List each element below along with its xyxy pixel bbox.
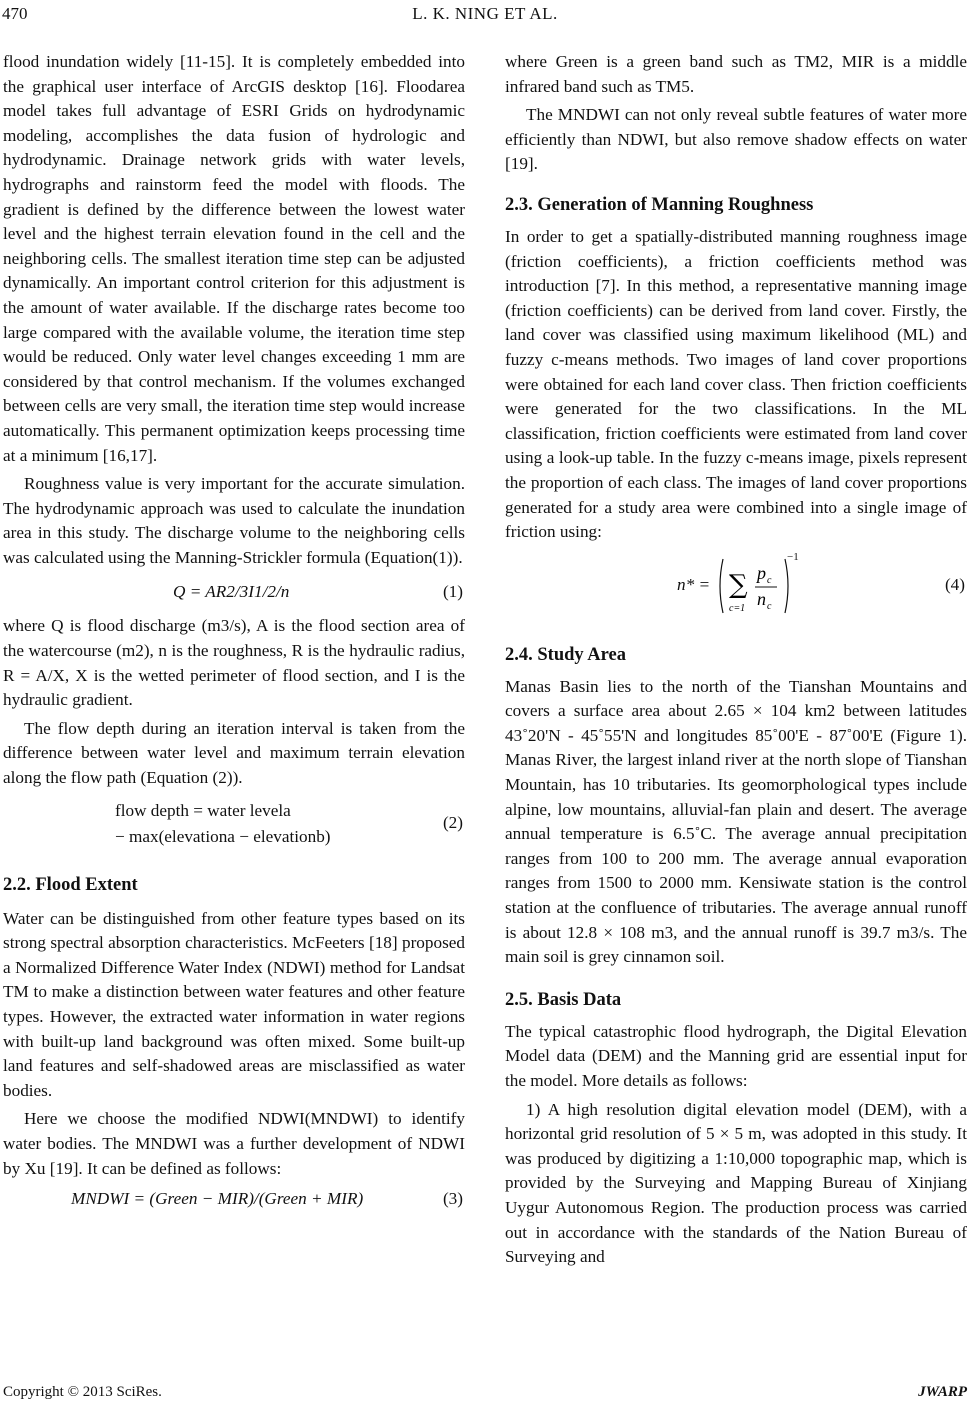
equation-2-line-1: flow depth = water levela <box>115 800 291 820</box>
equation-1 <box>3 570 465 614</box>
svg-text:c: c <box>767 574 772 586</box>
equation-2 <box>3 791 465 853</box>
right-column <box>505 50 967 1270</box>
equation-4-number: (4) <box>944 574 965 594</box>
paragraph-basis-data: The typical catastrophic flood hydrograph, the Digital Elevation Model data (DEM) and the Manning grid are essential input for the model. More details as follows: <box>505 1021 967 1090</box>
paragraph-dem: 1) A high resolution digital elevation model (DEM), with a horizontal grid resolution of 5 × 5 m, was adopted in this study. It was produced by digitizing a 1:10,000 topographic map, which is provided by the Surveying and Mapping Bureau of Xinjiang Uygur Autonomous Region. The production process was carried out in accordance with the standards of the Nation Bureau of Surveying and <box>505 1099 967 1267</box>
equation-3 <box>3 1181 465 1219</box>
section-heading-manning: 2.3. Generation of Manning Roughness <box>505 194 814 215</box>
equation-4 <box>505 545 967 625</box>
svg-text:c: c <box>767 600 772 612</box>
equation-4-exponent: −1 <box>787 550 799 563</box>
svg-text:∑: ∑ <box>729 569 748 600</box>
equation-2-line-2: − max(elevationa − elevationb) <box>115 826 331 846</box>
page-number: 470 <box>2 4 28 23</box>
left-column <box>3 50 465 1219</box>
section-heading-study-area: 2.4. Study Area <box>505 644 626 665</box>
running-head: L. K. NING ET AL. <box>412 4 558 23</box>
equation-1-expression: Q = AR2/3I1/2/n <box>173 582 290 602</box>
equation-1-number: (1) <box>442 582 463 602</box>
svg-text:n: n <box>757 588 766 609</box>
paragraph-variables: where Q is flood discharge (m3/s), A is the flood section area of the watercourse (m2), n is the roughness, R is the hydraulic radius, R = A/X, X is the wetted perimeter of flood section, and I is the hydraulic gradient. <box>3 616 465 710</box>
copyright-notice: Copyright © 2013 SciRes. <box>3 1384 162 1400</box>
equation-3-number: (3) <box>442 1189 463 1209</box>
svg-text:c=1: c=1 <box>729 602 746 614</box>
paragraph-manning-method: In order to get a spatially-distributed manning roughness image (friction coefficients), a friction coefficients method was introduction [7]. In this method, a representative manning image (friction coefficients) can be derived from land cover. Firstly, the land cover was classified using maximum likelihood (ML) and fuzzy c-means methods. Two images of land cover proportions were obtained for each land cover class. Then friction coefficients were generated for the two classifications. In the ML classification, friction coefficients were estimated from land cover using a look-up table. In the fuzzy c-means image, pixels represent the proportion of each class. The images of land cover proportions generated for a study area were combined into a single image of friction using: <box>505 226 967 542</box>
equation-2-number: (2) <box>442 812 463 832</box>
paragraph-study-area: Manas Basin lies to the north of the Tianshan Mountains and covers a surface area about 2.65 × 104 km2 between latitudes 43˚20'N - 45˚55'N and longitudes 85˚00'E - 87˚00'E (Figure 1). Manas River, the largest inland river at the north slope of Tianshan Mountain, has 10 tributaries. Its geomorphological types include alpine, low mountains, alluvial-fan plain and desert. The average annual temperature is 6.5˚C. The average annual precipitation ranges from 100 to 200 mm. The average annual evaporation ranges from 1500 to 2000 mm. Kensiwate station is the control station at the confluence of tributaries. The average annual runoff is about 12.8 × 108 m3, and the annual runoff is 39.7 m3/s. The main soil is grey cinnamon soil. <box>505 676 967 967</box>
equation-4-lhs: n* = <box>677 574 711 594</box>
section-heading-basis-data: 2.5. Basis Data <box>505 989 622 1010</box>
section-heading-flood-extent: 2.2. Flood Extent <box>3 874 138 895</box>
equation-3-expression: MNDWI = (Green − MIR)/(Green + MIR) <box>71 1189 364 1209</box>
paragraph-floodarea: flood inundation widely [11-15]. It is completely embedded into the graphical user interface of ArcGIS desktop [16]. Floodarea model takes full advantage of ESRI Grids on hydrodynamic modeling, accomplishes the data fusion of hydrologic and hydrodynamic. Drainage network grids with water levels, hydrographs and rainstorm feed the model with floods. The gradient is defined by the difference between the lowest water level and the highest terrain elevation found in the cell and the neighboring cells. The smallest iteration time step can be adjusted dynamically. An important control criterion for this adjustment is the amount of water available. If the discharge rates become too large compared with the available volume, the iteration time step would be reduced. Only water level changes exceeding 1 mm are considered by that control mechanism. If the volumes exchanged between cells are very small, the iteration time step would increase automatically. This permanent optimization keeps processing time at a minimum [16,17]. <box>3 52 465 465</box>
page-header <box>0 0 970 40</box>
svg-text:p: p <box>757 562 766 583</box>
paragraph-mndwi-advantage: The MNDWI can not only reveal subtle features of water more efficiently than NDWI, but also remove shadow effects on water [19]. <box>505 105 967 174</box>
paragraph-ndwi: Water can be distinguished from other feature types based on its strong spectral absorption characteristics. McFeeters [18] proposed a Normalized Difference Water Index (NDWI) method for Landsat TM to make a distinction between water features and other feature types. However, the extracted water information in water regions with built-up land background was often mixed. Some built-up land features and self-shadowed areas are misclassified as water bodies. <box>3 908 465 1100</box>
paragraph-roughness: Roughness value is very important for the accurate simulation. The hydrodynamic approach was used to calculate the inundation area in this study. The discharge volume to the neighboring cells was calculated using the Manning-Strickler formula (Equation(1)). <box>3 474 465 567</box>
paragraph-green-band: where Green is a green band such as TM2, MIR is a middle infrared band such as TM5. <box>505 52 967 96</box>
journal-abbreviation: JWARP <box>918 1384 967 1400</box>
paragraph-mndwi: Here we choose the modified NDWI(MNDWI) to identify water bodies. The MNDWI was a further development of NDWI by Xu [19]. It can be defined as follows: <box>3 1109 465 1178</box>
paragraph-flow-depth: The flow depth during an iteration interval is taken from the difference between water level and maximum terrain elevation along the flow path (Equation (2)). <box>3 718 465 788</box>
